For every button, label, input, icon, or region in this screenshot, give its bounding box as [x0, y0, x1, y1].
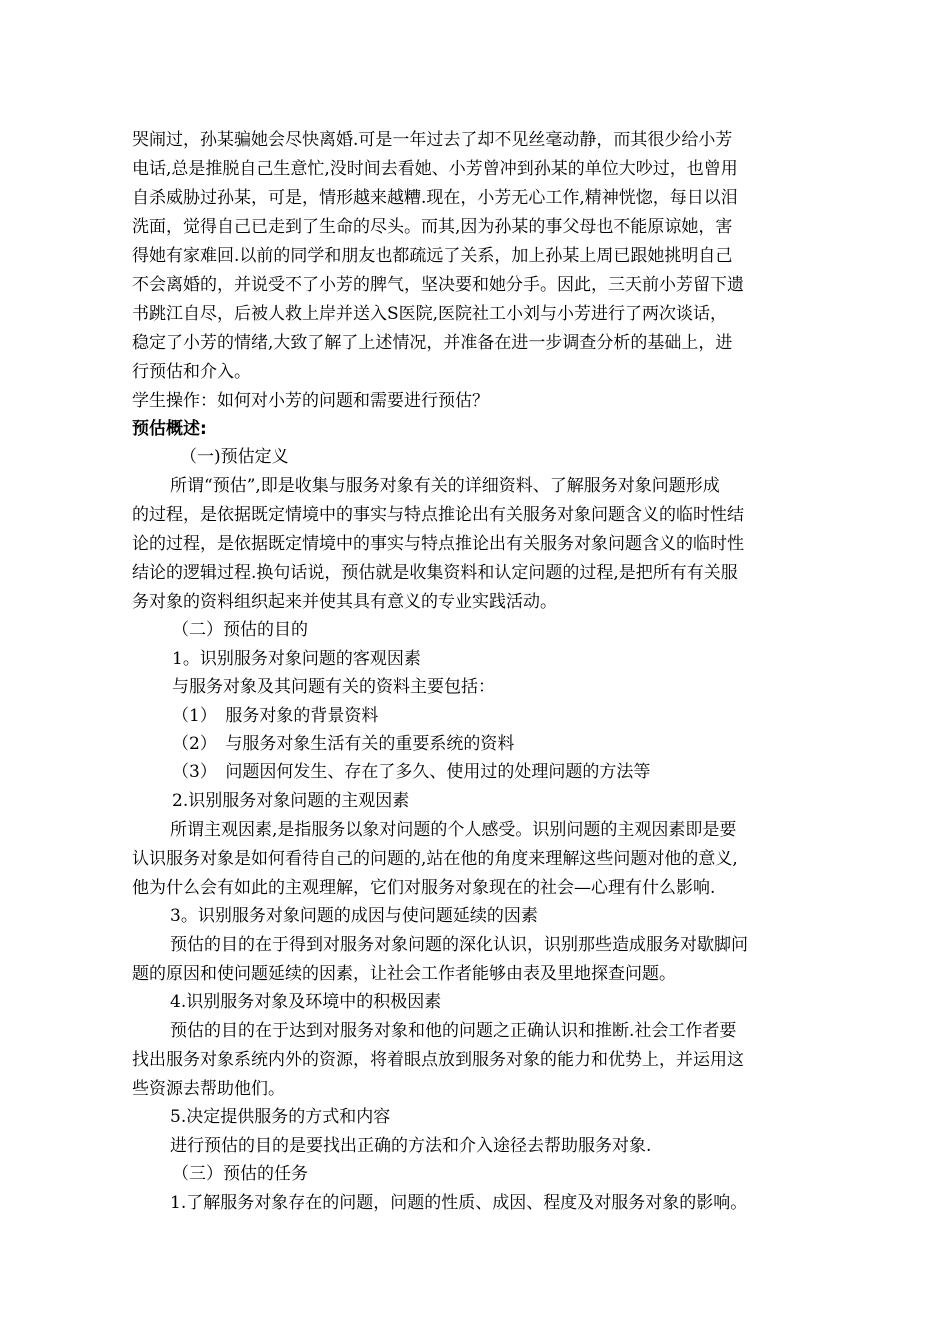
- text-line: 得她有家难回.以前的同学和朋友也都疏远了关系，加上孙某上周已跟她挑明自己: [132, 246, 733, 266]
- text-line: 的过程，是依据既定情境中的事实与特点推论出有关服务对象问题含义的临时性结: [132, 505, 744, 525]
- list-heading: 1.了解服务对象存在的问题，问题的性质、成因、程度及对服务对象的影响。: [170, 1193, 748, 1213]
- text-line: 电话,总是推脱自己生意忙,没时间去看她、小芳曾冲到孙某的单位大吵过，也曾用: [132, 159, 738, 179]
- text-line: 哭闹过，孙某骗她会尽快离婚.可是一年过去了却不见丝毫动静，而其很少给小芳: [132, 130, 733, 150]
- text-line: 预估的目的在于达到对服务对象和他的问题之正确认识和推断.社会工作者要: [170, 1021, 737, 1041]
- text-line: 所谓“预估”,即是收集与服务对象有关的详细资料、了解服务对象问题形成: [170, 476, 720, 496]
- text-line: 他为什么会有如此的主观理解，它们对服务对象现在的社会—心理有什么影响.: [132, 878, 716, 898]
- text-line: 书跳江自尽，后被人救上岸并送入S医院,医院社工小刘与小芳进行了两次谈话，: [132, 304, 728, 324]
- text-line: 些资源去帮助他们。: [132, 1079, 285, 1099]
- text-line: 洗面，觉得自己已走到了生命的尽头。而其,因为孙某的事父母也不能原谅她，害: [132, 217, 733, 237]
- list-heading: 1。识别服务对象问题的客观因素: [172, 649, 421, 669]
- text-line: 务对象的资料组织起来并使其具有意义的专业实践活动。: [132, 592, 557, 612]
- subsection-heading: （一)预估定义: [180, 447, 289, 467]
- list-heading: 5.决定提供服务的方式和内容: [170, 1107, 391, 1127]
- list-heading: 2.识别服务对象问题的主观因素: [172, 791, 410, 811]
- text-line: 行预估和介入。: [132, 362, 251, 382]
- text-line: 论的过程，是依据既定情境中的事实与特点推论出有关服务对象问题含义的临时性: [132, 534, 744, 554]
- text-line: 进行预估的目的是要找出正确的方法和介入途径去帮助服务对象.: [170, 1136, 652, 1156]
- list-item: （1） 服务对象的背景资料: [172, 706, 379, 726]
- list-item: （3） 问题因何发生、存在了多久、使用过的处理问题的方法等: [172, 762, 651, 782]
- list-heading: 3。识别服务对象问题的成因与使问题延续的因素: [170, 906, 538, 926]
- text-line: 所谓主观因素,是指服务以象对问题的个人感受。识别问题的主观因素即是要: [170, 820, 737, 840]
- list-item: （2） 与服务对象生活有关的重要系统的资料: [172, 734, 515, 754]
- text-line: 不会离婚的，并说受不了小芳的脾气，坚决要和她分手。因此，三天前小芳留下遗: [132, 275, 744, 295]
- text-line: 认识服务对象是如何看待自己的问题的,站在他的角度来理解这些问题对他的意义,: [132, 849, 738, 869]
- text-line: 与服务对象及其问题有关的资料主要包括：: [172, 677, 495, 697]
- text-line: 自杀威胁过孙某，可是，情形越来越糟.现在，小芳无心工作,精神恍惚，每日以泪: [132, 188, 738, 208]
- subsection-heading: （二）预估的目的: [172, 620, 308, 640]
- text-line: 题的原因和使问题延续的因素，让社会工作者能够由表及里地探查问题。: [132, 964, 676, 984]
- text-line: 找出服务对象系统内外的资源，将着眼点放到服务对象的能力和优势上，并运用这: [132, 1050, 744, 1070]
- text-line: 学生操作：如何对小芳的问题和需要进行预估？: [132, 391, 489, 411]
- list-heading: 4.识别服务对象及环境中的积极因素: [170, 992, 442, 1012]
- subsection-heading: （三）预估的任务: [172, 1164, 308, 1184]
- text-line: 稳定了小芳的情绪,大致了解了上述情况，并准备在进一步调查分析的基础上，进: [132, 333, 733, 353]
- text-line: 预估的目的在于得到对服务对象问题的深化认识，识别那些造成服务对歇脚问: [170, 935, 748, 955]
- text-line: 结论的逻辑过程.换句话说，预估就是收集资料和认定问题的过程,是把所有有关服: [132, 563, 738, 583]
- section-heading: 预估概述:: [132, 419, 207, 439]
